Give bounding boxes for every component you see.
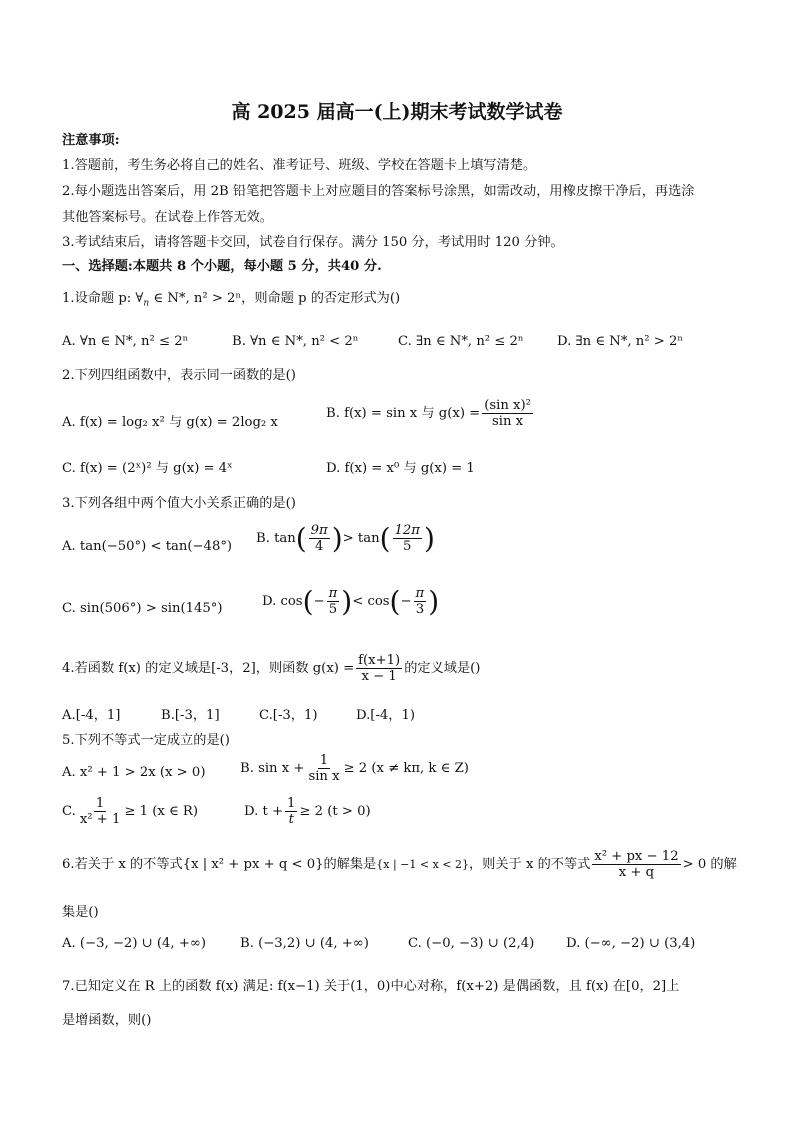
q6-fraction [592,850,680,879]
q2-b-num: (sin x)² [484,398,531,413]
q4-post: 的定义域是() [404,661,481,677]
q5-option-d [244,797,371,826]
q5-d-den: t [288,812,294,828]
q1-option-b: B. ∀n ∈ N*, n² < 2ⁿ [232,334,359,349]
q3-b-num1: 9π [310,523,328,538]
q5-d-fraction [285,797,297,826]
q6-mid: 的解集是 [323,857,377,873]
q6-num: x² + px − 12 [594,849,679,864]
notice-heading: 注意事项: [62,133,120,148]
q2-b-pre: B. f(x) = sin x 与 g(x) = [326,406,481,422]
q5-b-fraction [306,754,341,783]
question-3-stem: 3.下列各组中两个值大小关系正确的是() [62,496,296,511]
q3-d-num2: π [415,586,425,601]
q3-b-den2: 5 [403,539,412,555]
question-6-stem [62,850,737,879]
q6-set2: {x | −1 < x < 2} [376,858,469,872]
q4-option-a: A.[-4，1] [62,708,121,723]
q3-option-b: B. tan ( $\frac{9\pi}{4}$ ) > tan ( $\frac{12\pi}{5}$ ) [256,521,435,555]
q3-b-frac2 [393,524,422,553]
question-2-stem: 2.下列四组函数中，表示同一函数的是() [62,368,296,383]
q3-b-mid: > tan [342,531,380,547]
q6-option-b: B. (−3,2) ∪ (4, +∞) [240,936,369,951]
q6-option-d: D. (−∞, −2) ∪ (3,4) [566,936,696,951]
q3-option-d: D. cos ( − $\frac{\pi}{5}$ ) < cos ( − $\frac{\pi}{3}$ ) [262,584,440,618]
q1-option-a: A. ∀n ∈ N*, n² ≤ 2ⁿ [62,334,189,349]
q1-mid: ∈ N*, n² > 2ⁿ [153,291,242,306]
q5-option-c [62,797,198,826]
q2-option-d: D. f(x) = x⁰ 与 g(x) = 1 [326,461,475,476]
q2-option-a: A. f(x) = log₂ x² 与 g(x) = 2log₂ x [62,415,278,430]
q3-b-den1: 4 [315,539,324,555]
q1-option-d: D. ∃n ∈ N*, n² > 2ⁿ [557,334,684,349]
q6-stem-line2: 集是() [62,905,99,920]
q3-d-den2: 3 [415,602,425,618]
q5-c-post: ≥ 1 (x ∈ R) [124,804,199,820]
q2-b-fraction [482,399,533,428]
q5-b-post: ≥ 2 (x ≠ kπ, k ∈ Z) [343,761,469,777]
notice-item-2-cont: 其他答案标号。在试卷上作答无效。 [62,210,273,225]
q5-option-b [240,754,469,783]
question-4-stem [62,654,480,683]
question-7-line1: 7.已知定义在 R 上的函数 f(x) 满足: f(x−1) 关于(1，0)中心对称，f(x+2) 是偶函数，且 f(x) 在[0，2]上 [62,979,680,994]
q3-d-den1: 5 [328,602,338,618]
q6-mid2: ，则关于 x 的不等式 [469,857,591,873]
q2-option-c: C. f(x) = (2ˣ)² 与 g(x) = 4ˣ [62,461,233,476]
q5-option-a: A. x² + 1 > 2x (x > 0) [62,765,206,780]
q3-b-pre: B. tan [256,531,296,547]
notice-item-3: 3.考试结束后，请将答题卡交回，试卷自行保存。满分 150 分，考试用时 120 分钟。 [62,235,564,250]
q3-d-pre: D. cos [262,594,303,610]
q5-b-num: 1 [319,753,329,768]
q3-b-num2: 12π [394,523,420,538]
q4-option-d: D.[-4，1) [356,708,416,723]
q4-option-b: B.[-3，1] [161,708,220,723]
q2-b-den: sin x [492,414,524,430]
question-1-stem: 1.设命题 p: $\forall_n$ ∈ N*, n² > 2ⁿ，则命题 p 的否定形式为() [62,291,401,309]
q4-pre: 4.若函数 f(x) 的定义域是[-3，2]，则函数 g(x) = [62,661,355,677]
q6-post: > 0 的解 [682,857,737,873]
question-5-stem: 5.下列不等式一定成立的是() [62,733,230,748]
notice-item-2: 2.每小题选出答案后，用 2B 铅笔把答题卡上对应题目的答案标号涂黑，如需改动，用橡皮擦干净后，再选涂 [62,184,695,199]
q5-b-pre: B. sin x + [240,761,305,777]
q5-d-pre: D. t + [244,804,284,820]
q5-d-num: 1 [287,796,296,811]
notice-item-1: 1.答题前，考生务必将自己的姓名、准考证号、班级、学校在答题卡上填写清楚。 [62,158,537,173]
q3-option-a: A. tan(−50°) < tan(−48°) [62,539,233,554]
q5-c-pre: C. [62,804,76,820]
q3-d-frac2 [414,587,427,616]
q5-c-fraction [78,797,123,826]
q6-pre: 6.若关于 x 的不等式 [62,857,183,873]
q3-d-frac1 [327,587,340,616]
q6-den: x + q [618,865,655,881]
q1-pre: 1.设命题 p: ∀ [62,291,144,306]
q4-num: f(x+1) [358,653,401,668]
q3-d-mid: < cos [352,594,390,610]
q5-d-post: ≥ 2 (t > 0) [299,804,371,820]
q3-d-num1: π [328,586,338,601]
q3-b-frac1 [309,524,330,553]
q4-option-c: C.[-3，1) [259,708,318,723]
question-7-line2: 是增函数，则() [62,1013,152,1028]
q6-option-a: A. (−3, −2) ∪ (4, +∞) [62,936,206,951]
q4-den: x − 1 [361,669,397,685]
q1-post: ，则命题 p 的否定形式为() [241,291,401,306]
section-heading: 一、选择题:本题共 8 个小题，每小题 5 分，共40 分. [62,259,382,274]
q3-option-c: C. sin(506°) > sin(145°) [62,601,223,616]
q5-b-den: sin x [308,769,340,785]
q4-fraction [356,654,402,683]
q5-c-den: x² + 1 [79,812,121,828]
q5-c-num: 1 [95,796,105,811]
q6-set1: {x | x² + px + q < 0} [182,857,324,873]
q2-option-b [326,399,535,428]
q6-option-c: C. (−0, −3) ∪ (2,4) [408,936,535,951]
q1-option-c: C. ∃n ∈ N*, n² ≤ 2ⁿ [398,334,524,349]
page-title: 高 2025 届高一(上)期末考试数学试卷 [231,101,563,123]
